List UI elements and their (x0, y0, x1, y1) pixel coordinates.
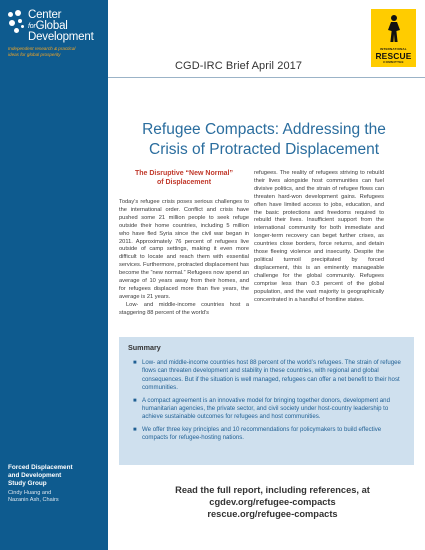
irc-rescue-logo (371, 9, 416, 67)
study-group-credit (8, 464, 104, 504)
study-group-name (8, 464, 104, 488)
irc-logo-bottom-text: COMMITTEE (383, 60, 404, 64)
page-title-line2: Crisis of Protracted Displacement (149, 141, 379, 158)
section-heading-line2: of Displacement (156, 178, 212, 186)
section-heading (119, 170, 249, 187)
body-paragraph: refugees. The reality of refugees striving to rebuild their lives alongside host communities can fuel divisive politics, and the strain of refugee flows can threaten hard-won development gains. Refugees often have limited access to jobs, education, and the basic protections and freedoms required to rebuild their lives. Insufficient support from the international community for both immediate and longer-term recovery can beget further crises, as countries close borders, force returns, and detain those fleeing violence and insecurity. Despite the political turmoil precipitated by forced displacement, this is an eminently manageable challenge for the global community. Refugees comprise less than 0.3 percent of the global population, and the vast majority is geographically concentrated in a handful of frontline states. (254, 170, 384, 303)
study-group-line3: Study Group (8, 480, 47, 487)
bullet-icon: ■ (133, 397, 137, 404)
page-title (119, 120, 409, 160)
summary-item (133, 426, 403, 443)
full-report-cta (130, 484, 415, 520)
summary-item-text: We offer three key principles and 10 recommendations for policymakers to build effective compacts for refugee-hosting nations. (142, 425, 382, 442)
page-title-line1: Refugee Compacts: Addressing the (142, 121, 386, 138)
cgd-dots-icon (6, 10, 28, 40)
body-column-right (254, 170, 384, 304)
brief-title: CGD-IRC Brief April 2017 (175, 60, 303, 72)
cta-line: Read the full report, including references, at (175, 485, 370, 495)
cgd-logo-line2: Global (35, 20, 68, 32)
section-heading-line1: The Disruptive “New Normal” (134, 170, 234, 177)
study-group-line1: Forced Displacement (8, 464, 73, 471)
body-paragraph: Low- and middle-income countries host a staggering 88 percent of the world’s (119, 301, 249, 316)
irc-logo-word: RESCUE (375, 51, 412, 61)
header-divider (108, 77, 425, 78)
cgd-logo-line1: Center (28, 9, 62, 21)
authors-line2: Nazanin Ash, Chairs (8, 497, 59, 503)
study-group-authors (8, 490, 104, 504)
cgd-tagline (8, 46, 106, 57)
body-paragraph: Today’s refugee crisis poses serious challenges to the international order. Conflict and crisis have pushed some 21 million people to seek refuge outside their home countries, including 5 million who have fled Syria since the civil war began in 2011. Approximately 76 percent of refugees live outside of camp settings, making it even more difficult to locate and reach them with essential services. Furthermore, protracted displacement has become the “new normal.” Refugees now spend an average of 10 years away from their homes, and for refugees displaced more than five years, the average is 21 years. (119, 199, 249, 300)
body-column-left (119, 199, 249, 318)
rescue-report-link[interactable]: rescue.org/refugee-compacts (207, 509, 338, 519)
bullet-icon: ■ (133, 360, 137, 366)
authors-line1: Cindy Huang and (8, 490, 52, 496)
irc-logo-top-text: INTERNATIONAL (380, 47, 407, 51)
bullet-icon: ■ (133, 426, 137, 433)
cgd-logo-line3: Development (28, 31, 94, 43)
sidebar-panel (0, 0, 108, 550)
summary-item (133, 397, 403, 422)
summary-item-text: Low- and middle-income countries host 88 percent of the world’s refugees. The strain of refugee flows can threaten development and stability in these countries, with regional and global consequences. But if the situation is well managed, refugees can offer a net benefit to their host communities. (142, 359, 401, 392)
summary-list (133, 359, 403, 447)
cgd-logo-for: for (28, 23, 36, 30)
summary-title: Summary (128, 343, 161, 352)
study-group-line2: and Development (8, 472, 62, 479)
cgd-logo (6, 10, 106, 57)
rescue-figure-icon (386, 15, 402, 43)
summary-box (119, 337, 414, 465)
cgdev-report-link[interactable]: cgdev.org/refugee-compacts (209, 497, 336, 507)
summary-item (133, 359, 403, 393)
cgd-tagline-line1: Independent research & practical (8, 46, 76, 51)
cgd-tagline-line2: ideas for global prosperity (8, 51, 61, 57)
cgd-logo-wordmark (28, 10, 94, 43)
summary-item-text: A compact agreement is an innovative model for bringing together donors, development and humanitarian agencies, the private sector, and civil society under host-country leadership to achieve sustainable outcomes for refugees and host communities. (142, 396, 390, 421)
